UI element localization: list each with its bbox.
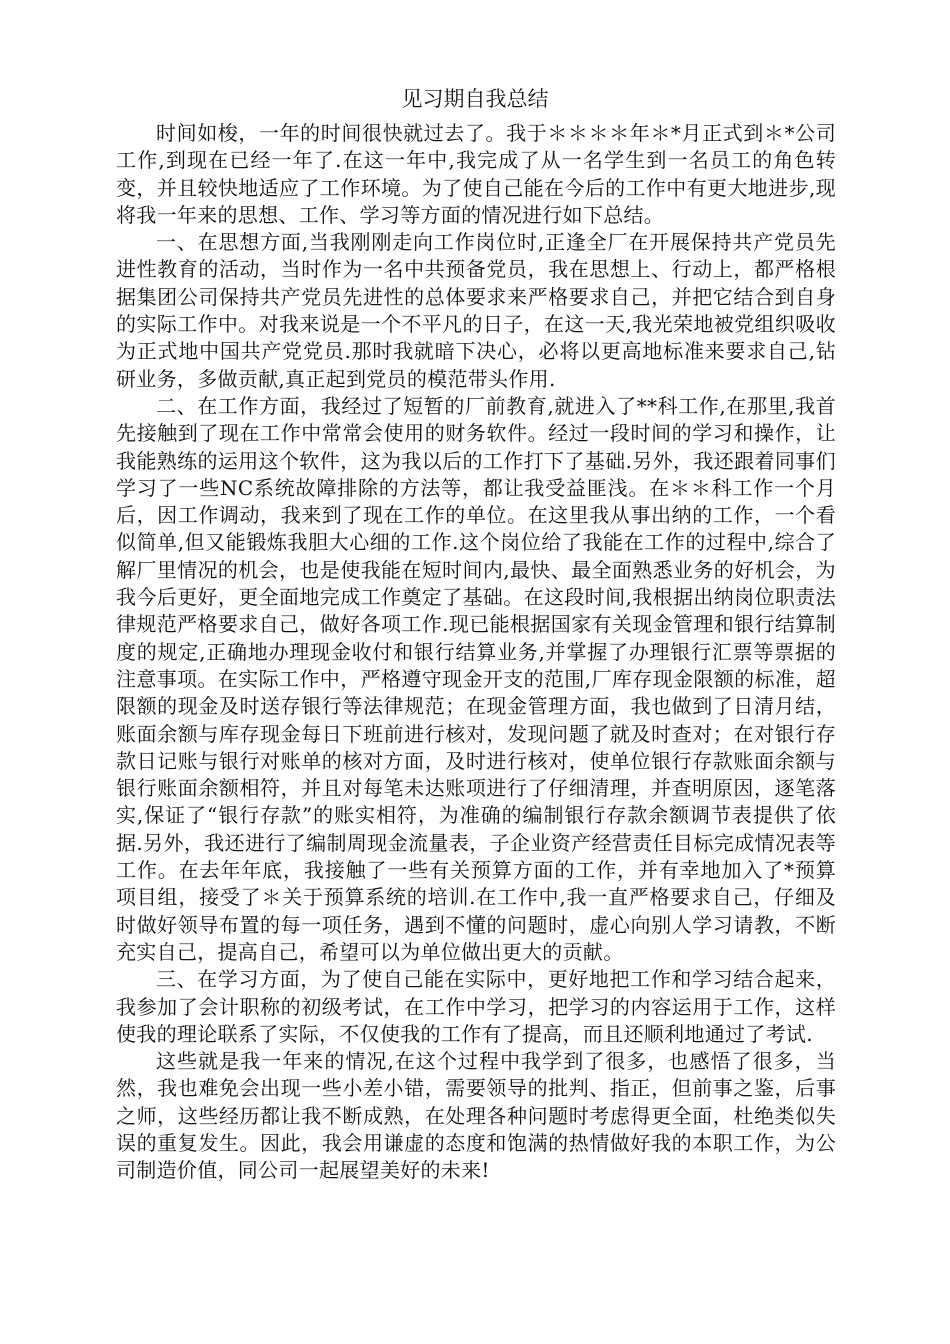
conclusion-paragraph: 这些就是我一年来的情况,在这个过程中我学到了很多，也感悟了很多，当然，我也难免会出现一些小差小错，需要领导的批判、指正，但前事之鉴，后事之师，这些经历都让我不断成熟，在处理各种问题时考虑得更全面，杜绝类似失误的重复发生。因此，我会用谦虚的态度和饱满的热情做好我的本职工作，为公司制造价值，同公司一起展望美好的未来! [116,1049,836,1183]
document-body [116,120,836,1185]
study-paragraph: 三、在学习方面，为了使自己能在实际中，更好地把工作和学习结合起来，我参加了会计职称的初级考试，在工作中学习，把学习的内容运用于工作，这样使我的理论联系了实际，不仅使我的工作有了提高，而且还顺利地通过了考试. [116,967,836,1046]
intro-paragraph: 时间如梭，一年的时间很快就过去了。我于＊＊＊＊年＊*月正式到＊*公司工作,到现在已经一年了.在这一年中,我完成了从一名学生到一名员工的角色转变，并且较快地适应了工作环境。为了使自己能在今后的工作中有更大地进步,现将我一年来的思想、工作、学习等方面的情况进行如下总结。 [116,121,836,227]
ideology-paragraph: 一、在思想方面,当我刚刚走向工作岗位时,正逢全厂在开展保持共产党员先进性教育的活动，当时作为一名中共预备党员，我在思想上、行动上，都严格根据集团公司保持共产党员先进性的总体要求来严格要求自己，并把它结合到自身的实际工作中。对我来说是一个不平凡的日子，在这一天,我光荣地被党组织吸收为正式地中国共产党党员.那时我就暗下决心，必将以更高地标准来要求自己,钻研业务，多做贡献,真正起到党员的模范带头作用. [116,230,836,391]
work-paragraph: 二、在工作方面，我经过了短暂的厂前教育,就进入了**科工作,在那里,我首先接触到了现在工作中常常会使用的财务软件。经过一段时间的学习和操作，让我能熟练的运用这个软件，这为我以后的工作打下了基础.另外，我还跟着同事们学习了一些NC系统故障排除的方法等，都让我受益匪浅。在＊＊科工作一个月后，因工作调动，我来到了现在工作的单位。在这里我从事出纳的工作，一个看似简单,但又能锻炼我胆大心细的工作.这个岗位给了我能在工作的过程中,综合了解厂里情况的机会，也是使我能在短时间内,最快、最全面熟悉业务的好机会，为我今后更好，更全面地完成工作奠定了基础。在这段时间,我根据出纳岗位职责法律规范严格要求自己，做好各项工作.现已能根据国家有关现金管理和银行结算制度的规定,正确地办理现金收付和银行结算业务,并掌握了办理银行汇票等票据的注意事项。在实际工作中，严格遵守现金开支的范围,厂库存现金限额的标准，超限额的现金及时送存银行等法律规范；在现金管理方面，我也做到了日清月结，账面余额与库存现金每日下班前进行核对，发现问题了就及时查对；在对银行存款日记账与银行对账单的核对方面，及时进行核对，使单位银行存款账面余额与银行账面余额相符，并且对每笔未达账项进行了仔细清理，并查明原因，逐笔落实,保证了“银行存款”的账实相符，为准确的编制银行存款余额调节表提供了依据.另外，我还进行了编制周现金流量表，子企业资产经营责任目标完成情况表等工作。在去年年底，我接触了一些有关预算方面的工作，并有幸地加入了*预算项目组，接受了＊关于预算系统的培训.在工作中,我一直严格要求自己，仔细及时做好领导布置的每一项任务，遇到不懂的问题时，虚心向别人学习请教，不断充实自己，提高自己，希望可以为单位做出更大的贡献。 [116,393,836,964]
document-title: 见习期自我总结 [401,87,549,111]
